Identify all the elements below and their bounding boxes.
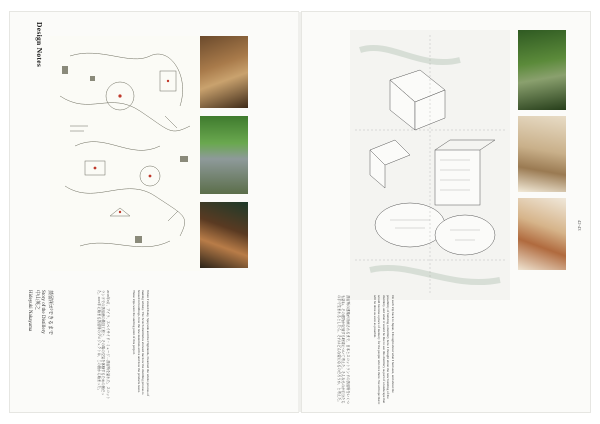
article-title-ja: 蒸留所ができるまで bbox=[47, 290, 52, 336]
body-text-ja-1: 2018年9月、アイラ、スペイサイド・ミュージ…蒸留所を訪れた。スコットランドでの蒸留酒の製造工程と、その場の空気を体験するための旅だった。2019年に始まる蒸留所のプロジェクトは、この旅から始まった。 bbox=[96, 290, 110, 400]
distillery-interior-photo bbox=[200, 36, 248, 108]
aerial-axonometric-drawing bbox=[350, 30, 510, 300]
page-number: 42-43 bbox=[577, 220, 582, 231]
interior-room-photo bbox=[518, 198, 566, 270]
outdoor-equipment-photo bbox=[200, 116, 248, 194]
body-text-en-1: When I visited Islay, Speyside and the Highlands, I learned the whole process of making whisky. The Scotch distilleries showed me how the distilling process is housed in buildings, how the raw materials arrive and how the products leave. These trips were the starting point of this project. bbox=[132, 290, 150, 397]
author-en: Hideyuki Nakayama bbox=[27, 290, 33, 332]
workshop-photo bbox=[200, 202, 248, 268]
section-title: Design Notes bbox=[35, 22, 44, 68]
article-heading bbox=[26, 290, 52, 335]
body-text-ja-2: 蒸留所の建築が計画されるまで、日本とスコットランドの蒸留所をいくつも訪ね、その建物が記憶する時間について考えた。そんなものが自分たちの手で生まれるとしたら、それはどんな姿になるのだろうか、と考えた。 bbox=[336, 295, 350, 404]
sketch-diagram bbox=[50, 36, 202, 271]
article-title-en: Story of the Distillery bbox=[40, 290, 46, 334]
body-text-en-2: On each trip back to Japan, I thought about what I had seen, and about the possibility of building a distillery here. I thought about the new building of the distillery, and what it would be like to see this distillery as part of a landscape that would become a place of memory for the people who live there. We all hope that it will be done as soon as possible. bbox=[372, 295, 395, 405]
forest-building-photo bbox=[518, 30, 566, 110]
interior-corridor-photo bbox=[518, 116, 566, 192]
author-ja: 中山英之 bbox=[34, 290, 39, 311]
